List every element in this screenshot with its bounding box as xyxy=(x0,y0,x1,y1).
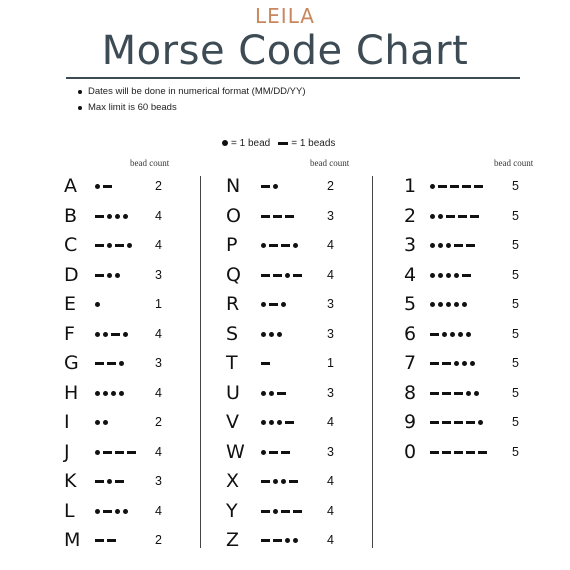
morse-character: 1 xyxy=(404,175,417,197)
dash-symbol-icon xyxy=(293,274,302,277)
dot-symbol-icon xyxy=(103,391,108,396)
dot-symbol-icon xyxy=(115,214,120,219)
morse-character: O xyxy=(226,204,241,227)
dot-symbol-icon xyxy=(430,214,435,219)
morse-code xyxy=(261,379,289,409)
dot-symbol-icon xyxy=(474,391,479,396)
dot-symbol-icon xyxy=(281,479,286,484)
dash-symbol-icon xyxy=(278,142,288,145)
dot-symbol-icon xyxy=(261,420,266,425)
dot-symbol-icon xyxy=(269,332,274,337)
bead-count-header-2: bead count xyxy=(310,158,350,168)
dash-symbol-icon xyxy=(261,274,270,277)
dot-symbol-icon xyxy=(222,140,228,146)
dot-symbol-icon xyxy=(273,479,278,484)
bead-count: 1 xyxy=(327,356,334,370)
dash-symbol-icon xyxy=(442,451,451,454)
dot-symbol-icon xyxy=(95,420,100,425)
bead-count: 3 xyxy=(155,267,162,282)
dash-symbol-icon xyxy=(95,480,104,483)
dot-symbol-icon xyxy=(454,273,459,278)
dot-symbol-icon xyxy=(285,538,290,543)
dash-symbol-icon xyxy=(462,185,471,188)
dot-symbol-icon xyxy=(115,509,120,514)
morse-code xyxy=(95,320,131,350)
dash-symbol-icon xyxy=(430,421,439,424)
bead-count: 5 xyxy=(512,415,519,429)
bead-count: 2 xyxy=(155,533,162,547)
dash-symbol-icon xyxy=(442,421,451,424)
brand-name: LEILA xyxy=(255,4,315,28)
morse-row xyxy=(64,526,194,556)
note-item: Dates will be done in numerical format (MM/DD/YY) xyxy=(78,85,306,101)
dash-symbol-icon xyxy=(95,539,104,542)
dot-symbol-icon xyxy=(478,420,483,425)
morse-character: J xyxy=(64,440,70,463)
dot-symbol-icon xyxy=(277,420,282,425)
dot-symbol-icon xyxy=(450,332,455,337)
legend xyxy=(222,136,335,150)
dot-symbol-icon xyxy=(123,509,128,514)
morse-row xyxy=(226,231,366,261)
dash-symbol-icon xyxy=(281,244,290,247)
dash-symbol-icon xyxy=(466,451,475,454)
dash-symbol-icon xyxy=(458,215,467,218)
morse-code xyxy=(430,379,482,409)
dash-symbol-icon xyxy=(261,539,270,542)
dot-symbol-icon xyxy=(103,420,108,425)
dot-symbol-icon xyxy=(107,479,112,484)
dot-symbol-icon xyxy=(446,273,451,278)
dash-symbol-icon xyxy=(466,421,475,424)
morse-row xyxy=(404,408,534,438)
dot-symbol-icon xyxy=(261,243,266,248)
dash-symbol-icon xyxy=(103,510,112,513)
dash-symbol-icon xyxy=(454,421,463,424)
morse-character: L xyxy=(64,499,75,522)
dash-symbol-icon xyxy=(107,362,116,365)
dot-symbol-icon xyxy=(119,391,124,396)
morse-character: G xyxy=(64,352,79,374)
dot-symbol-icon xyxy=(269,420,274,425)
morse-row xyxy=(404,172,534,202)
morse-code xyxy=(95,261,123,291)
dot-symbol-icon xyxy=(458,332,463,337)
bead-count: 4 xyxy=(327,267,334,282)
morse-row xyxy=(404,290,534,320)
morse-row xyxy=(64,202,194,232)
morse-code xyxy=(430,438,490,468)
morse-row xyxy=(64,467,194,497)
dash-symbol-icon xyxy=(281,451,290,454)
bead-count: 5 xyxy=(512,444,519,459)
dash-symbol-icon xyxy=(111,333,120,336)
dot-symbol-icon xyxy=(261,332,266,337)
dash-symbol-icon xyxy=(277,392,286,395)
dash-symbol-icon xyxy=(261,510,270,513)
dash-symbol-icon xyxy=(430,451,439,454)
dash-symbol-icon xyxy=(450,185,459,188)
dash-symbol-icon xyxy=(446,215,455,218)
morse-code xyxy=(95,172,115,202)
bead-count: 3 xyxy=(327,297,334,311)
page-title: Morse Code Chart xyxy=(101,28,469,74)
bead-count: 5 xyxy=(512,267,519,282)
morse-character: W xyxy=(226,440,245,463)
dot-symbol-icon xyxy=(446,243,451,248)
dot-symbol-icon xyxy=(273,509,278,514)
dash-symbol-icon xyxy=(462,274,471,277)
morse-row xyxy=(64,172,194,202)
dash-symbol-icon xyxy=(269,244,278,247)
bead-count: 4 xyxy=(155,238,162,252)
dot-symbol-icon xyxy=(285,273,290,278)
morse-row xyxy=(64,261,194,291)
dash-symbol-icon xyxy=(115,244,124,247)
morse-character: S xyxy=(226,322,239,345)
dot-symbol-icon xyxy=(261,450,266,455)
dot-symbol-icon xyxy=(95,302,100,307)
bead-count: 3 xyxy=(155,474,162,488)
morse-code xyxy=(95,438,139,468)
dash-symbol-icon xyxy=(474,185,483,188)
morse-character: X xyxy=(226,470,240,492)
bead-count: 4 xyxy=(327,503,334,518)
morse-code xyxy=(261,172,281,202)
dash-symbol-icon xyxy=(273,215,282,218)
bead-count: 4 xyxy=(327,474,334,488)
notes-list xyxy=(78,85,306,117)
dot-symbol-icon xyxy=(103,332,108,337)
bead-count: 2 xyxy=(155,415,162,429)
dash-symbol-icon xyxy=(115,480,124,483)
morse-row xyxy=(404,261,534,291)
dash-symbol-icon xyxy=(442,392,451,395)
dash-symbol-icon xyxy=(261,362,270,365)
morse-row xyxy=(226,290,366,320)
bead-count: 5 xyxy=(512,356,519,370)
morse-character: Y xyxy=(226,499,238,522)
title-underline xyxy=(66,77,520,79)
morse-code xyxy=(430,320,474,350)
dot-symbol-icon xyxy=(95,184,100,189)
dot-symbol-icon xyxy=(115,273,120,278)
dash-symbol-icon xyxy=(95,362,104,365)
morse-code xyxy=(430,290,470,320)
morse-code xyxy=(95,379,127,409)
dash-symbol-icon xyxy=(478,451,487,454)
morse-code xyxy=(95,467,127,497)
dash-symbol-icon xyxy=(281,510,290,513)
morse-row xyxy=(226,467,366,497)
dot-symbol-icon xyxy=(277,332,282,337)
dot-symbol-icon xyxy=(95,509,100,514)
dot-symbol-icon xyxy=(261,391,266,396)
bead-count: 3 xyxy=(155,356,162,370)
dot-symbol-icon xyxy=(430,302,435,307)
dot-symbol-icon xyxy=(107,273,112,278)
morse-code xyxy=(430,202,482,232)
morse-row xyxy=(226,438,366,468)
column-divider-2 xyxy=(372,176,373,548)
morse-code xyxy=(430,261,474,291)
dot-symbol-icon xyxy=(123,214,128,219)
morse-code xyxy=(261,497,305,527)
morse-row xyxy=(404,349,534,379)
dash-symbol-icon xyxy=(430,333,439,336)
dash-symbol-icon xyxy=(466,244,475,247)
morse-row xyxy=(64,290,194,320)
bead-count: 5 xyxy=(512,208,519,223)
numbers-column xyxy=(404,172,534,467)
letters-column-a-m xyxy=(64,172,194,556)
morse-row xyxy=(404,438,534,468)
bead-count: 4 xyxy=(155,503,162,518)
morse-character: H xyxy=(64,381,79,404)
letters-column-n-z xyxy=(226,172,366,556)
column-divider-1 xyxy=(200,176,201,548)
morse-character: P xyxy=(226,234,238,256)
dash-symbol-icon xyxy=(289,480,298,483)
dash-symbol-icon xyxy=(430,362,439,365)
dot-symbol-icon xyxy=(293,243,298,248)
morse-row xyxy=(226,349,366,379)
bead-count: 2 xyxy=(155,179,162,193)
morse-row xyxy=(64,408,194,438)
dot-symbol-icon xyxy=(95,450,100,455)
morse-row xyxy=(226,172,366,202)
morse-character: 4 xyxy=(404,263,417,286)
morse-character: 3 xyxy=(404,234,417,256)
bead-count: 4 xyxy=(155,326,162,341)
dot-symbol-icon xyxy=(430,243,435,248)
morse-character: V xyxy=(226,411,239,433)
morse-character: Z xyxy=(226,529,240,551)
morse-row xyxy=(404,320,534,350)
dot-symbol-icon xyxy=(95,332,100,337)
morse-character: U xyxy=(226,381,240,404)
bead-count: 2 xyxy=(327,179,334,193)
legend-dot-label: = 1 bead xyxy=(231,137,271,149)
morse-code xyxy=(95,497,131,527)
bead-count: 5 xyxy=(512,179,519,193)
dot-symbol-icon xyxy=(273,184,278,189)
morse-row xyxy=(64,379,194,409)
dot-symbol-icon xyxy=(466,391,471,396)
morse-row xyxy=(226,379,366,409)
morse-code xyxy=(261,349,273,379)
morse-character: I xyxy=(64,411,70,433)
dash-symbol-icon xyxy=(438,185,447,188)
morse-code xyxy=(261,438,293,468)
bead-count: 5 xyxy=(512,326,519,341)
morse-code xyxy=(261,320,285,350)
dash-symbol-icon xyxy=(261,215,270,218)
dash-symbol-icon xyxy=(127,451,136,454)
morse-character: 8 xyxy=(404,381,417,404)
dash-symbol-icon xyxy=(261,185,270,188)
morse-row xyxy=(404,202,534,232)
dot-symbol-icon xyxy=(442,332,447,337)
morse-code xyxy=(261,261,305,291)
bead-count: 3 xyxy=(327,385,334,400)
morse-character: B xyxy=(64,204,78,227)
dot-symbol-icon xyxy=(438,273,443,278)
morse-code xyxy=(95,408,111,438)
dot-symbol-icon xyxy=(438,243,443,248)
morse-row xyxy=(64,349,194,379)
morse-character: R xyxy=(226,293,240,315)
morse-character: K xyxy=(64,470,77,492)
bead-count: 4 xyxy=(155,385,162,400)
morse-character: 5 xyxy=(404,293,417,315)
morse-code xyxy=(430,408,486,438)
morse-character: 6 xyxy=(404,322,417,345)
morse-character: M xyxy=(64,529,81,551)
bead-count: 4 xyxy=(155,208,162,223)
dash-symbol-icon xyxy=(470,215,479,218)
dot-symbol-icon xyxy=(107,214,112,219)
dot-symbol-icon xyxy=(269,391,274,396)
bead-count: 5 xyxy=(512,385,519,400)
dot-symbol-icon xyxy=(293,538,298,543)
morse-character: C xyxy=(64,234,78,256)
bead-count: 3 xyxy=(327,208,334,223)
morse-character: D xyxy=(64,263,79,286)
dash-symbol-icon xyxy=(430,392,439,395)
bead-count: 3 xyxy=(327,444,334,459)
dash-symbol-icon xyxy=(454,244,463,247)
morse-row xyxy=(226,497,366,527)
dash-symbol-icon xyxy=(269,303,278,306)
morse-code xyxy=(430,349,478,379)
bead-count: 4 xyxy=(327,238,334,252)
bead-count: 4 xyxy=(327,533,334,547)
morse-row xyxy=(226,526,366,556)
dash-symbol-icon xyxy=(103,451,112,454)
dot-symbol-icon xyxy=(446,302,451,307)
dash-symbol-icon xyxy=(269,451,278,454)
bead-count: 5 xyxy=(512,297,519,311)
dot-symbol-icon xyxy=(470,361,475,366)
morse-character: T xyxy=(226,352,238,374)
dash-symbol-icon xyxy=(273,539,282,542)
dot-symbol-icon xyxy=(438,302,443,307)
dash-symbol-icon xyxy=(285,215,294,218)
bead-count: 1 xyxy=(155,297,162,311)
morse-code xyxy=(95,231,135,261)
morse-row xyxy=(226,408,366,438)
morse-row xyxy=(226,320,366,350)
bead-count: 5 xyxy=(512,238,519,252)
morse-code xyxy=(430,172,486,202)
morse-character: F xyxy=(64,322,75,345)
dash-symbol-icon xyxy=(95,215,104,218)
dot-symbol-icon xyxy=(438,214,443,219)
bead-count: 3 xyxy=(327,326,334,341)
morse-row xyxy=(64,497,194,527)
dot-symbol-icon xyxy=(281,302,286,307)
dot-symbol-icon xyxy=(454,302,459,307)
morse-code xyxy=(261,231,301,261)
bead-count: 4 xyxy=(327,415,334,429)
morse-code xyxy=(430,231,478,261)
dash-symbol-icon xyxy=(107,539,116,542)
dot-symbol-icon xyxy=(127,243,132,248)
dash-symbol-icon xyxy=(103,185,112,188)
morse-row xyxy=(64,438,194,468)
morse-code xyxy=(261,526,301,556)
morse-character: 7 xyxy=(404,352,417,374)
morse-row xyxy=(64,320,194,350)
dash-symbol-icon xyxy=(95,244,104,247)
dot-symbol-icon xyxy=(430,184,435,189)
dash-symbol-icon xyxy=(293,510,302,513)
morse-code xyxy=(261,408,297,438)
dot-symbol-icon xyxy=(462,361,467,366)
dash-symbol-icon xyxy=(454,392,463,395)
morse-code xyxy=(95,349,127,379)
morse-row xyxy=(226,261,366,291)
dot-symbol-icon xyxy=(261,302,266,307)
dash-symbol-icon xyxy=(285,421,294,424)
morse-row xyxy=(64,231,194,261)
morse-character: 9 xyxy=(404,411,417,433)
note-item: Max limit is 60 beads xyxy=(78,101,306,117)
morse-character: N xyxy=(226,175,241,197)
morse-character: E xyxy=(64,293,77,315)
dash-symbol-icon xyxy=(454,451,463,454)
morse-character: Q xyxy=(226,263,241,286)
morse-row xyxy=(404,231,534,261)
morse-character: 0 xyxy=(404,440,417,463)
morse-code xyxy=(261,290,289,320)
dot-symbol-icon xyxy=(454,361,459,366)
dot-symbol-icon xyxy=(107,243,112,248)
dash-symbol-icon xyxy=(273,274,282,277)
dot-symbol-icon xyxy=(462,302,467,307)
morse-code xyxy=(95,202,131,232)
bead-count: 4 xyxy=(155,444,162,459)
dash-symbol-icon xyxy=(95,274,104,277)
morse-row xyxy=(404,379,534,409)
dot-symbol-icon xyxy=(466,332,471,337)
dot-symbol-icon xyxy=(119,361,124,366)
morse-code xyxy=(95,290,103,320)
dash-symbol-icon xyxy=(261,480,270,483)
dot-symbol-icon xyxy=(123,332,128,337)
legend-dash-label: = 1 beads xyxy=(291,137,336,149)
dot-symbol-icon xyxy=(430,273,435,278)
dash-symbol-icon xyxy=(442,362,451,365)
morse-code xyxy=(261,202,297,232)
morse-code xyxy=(95,526,119,556)
morse-code xyxy=(261,467,301,497)
dot-symbol-icon xyxy=(95,391,100,396)
bead-count-header-3: bead count xyxy=(494,158,534,168)
dot-symbol-icon xyxy=(111,391,116,396)
dash-symbol-icon xyxy=(115,451,124,454)
morse-row xyxy=(226,202,366,232)
morse-character: 2 xyxy=(404,204,417,227)
morse-character: A xyxy=(64,175,77,197)
bead-count-header-1: bead count xyxy=(130,158,170,168)
